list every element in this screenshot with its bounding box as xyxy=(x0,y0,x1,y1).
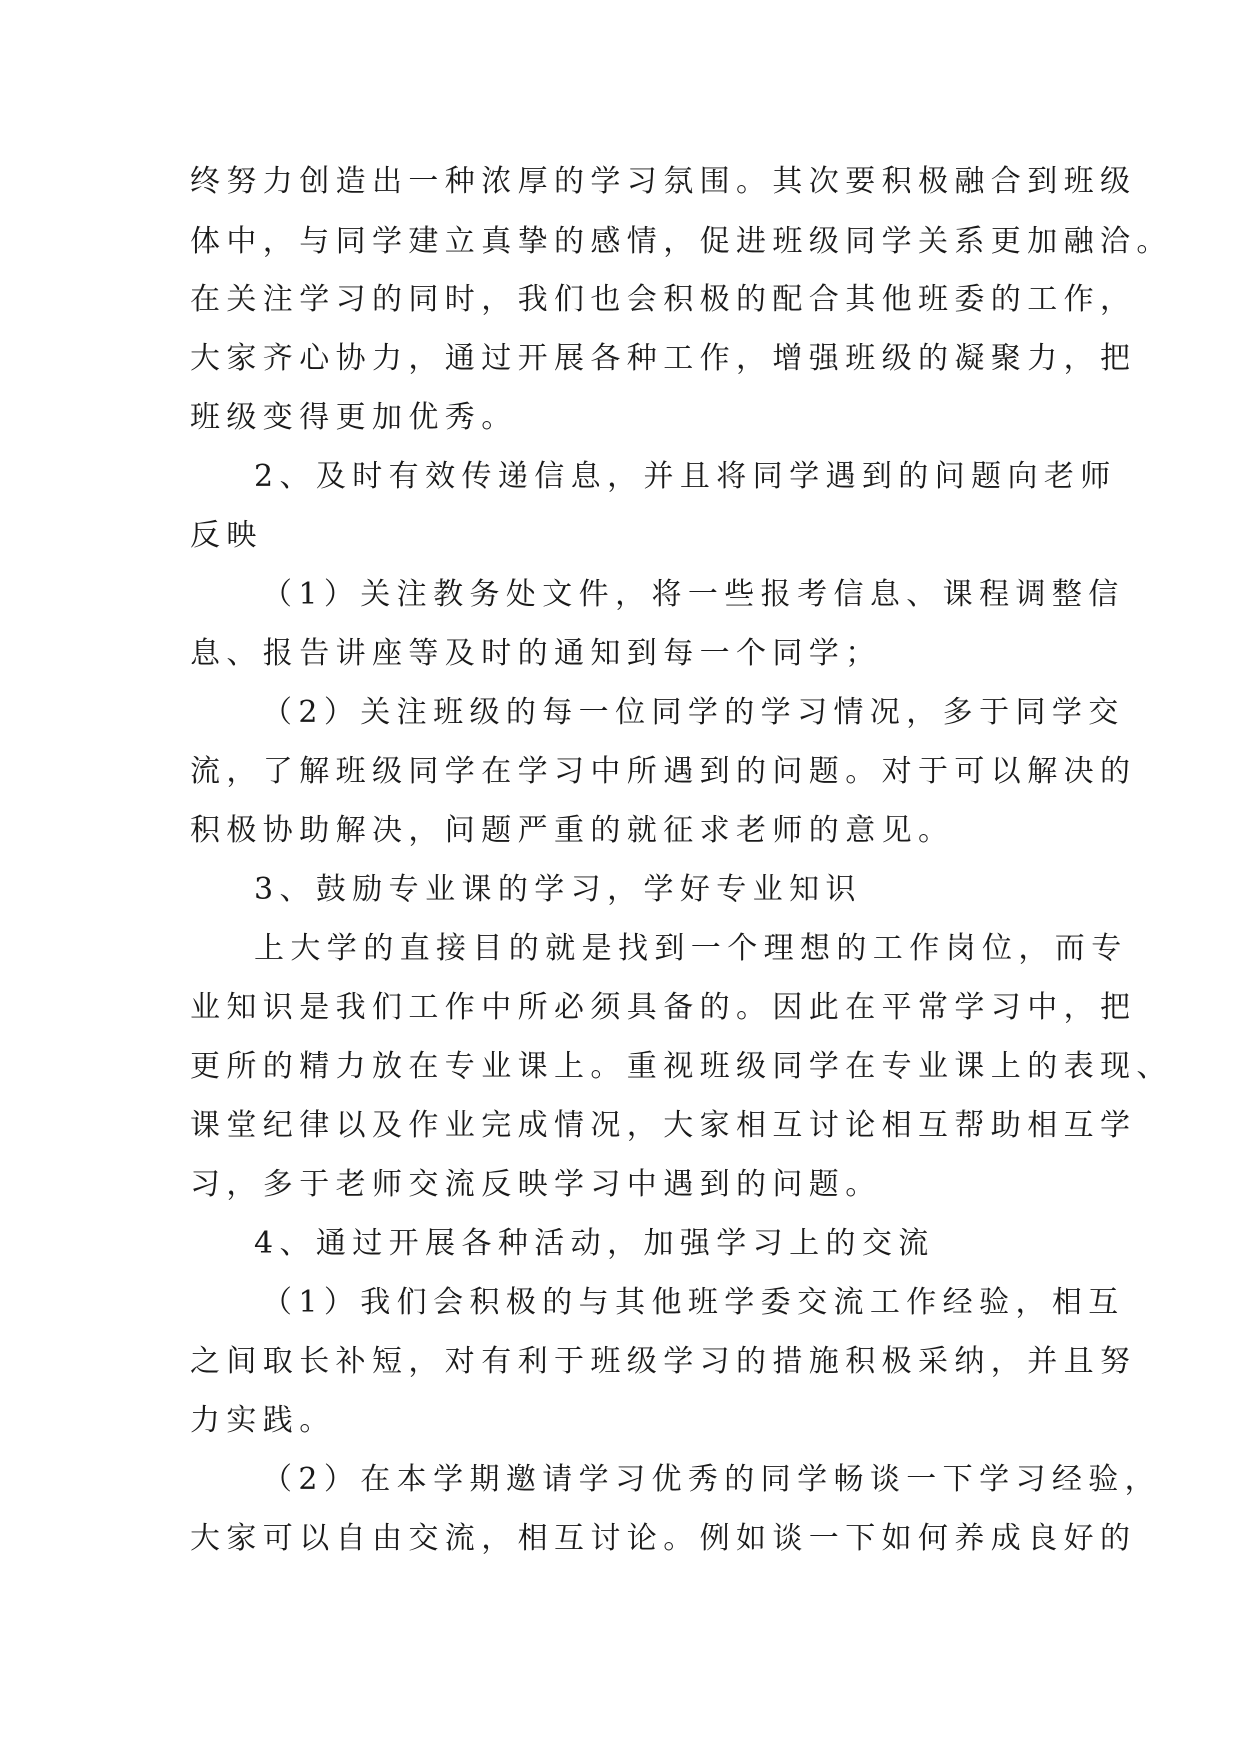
section-heading-4: 4、通过开展各种活动，加强学习上的交流 xyxy=(254,1226,935,1261)
list-item-line: （2）关注班级的每一位同学的学习情况，多于同学交 xyxy=(262,695,1125,730)
body-text-line: 反映 xyxy=(190,518,263,553)
list-item-line: （2）在本学期邀请学习优秀的同学畅谈一下学习经验， xyxy=(262,1462,1162,1497)
section-heading-2: 2、及时有效传递信息，并且将同学遇到的问题向老师 xyxy=(254,459,1117,494)
body-text-line: 体中，与同学建立真挚的感情，促进班级同学关系更加融洽。 xyxy=(190,224,1173,259)
section-heading-3: 3、鼓励专业课的学习，学好专业知识 xyxy=(254,872,862,907)
body-text-line: 课堂纪律以及作业完成情况，大家相互讨论相互帮助相互学 xyxy=(190,1108,1137,1143)
body-text-line: 积极协助解决，问题严重的就征求老师的意见。 xyxy=(190,813,955,848)
body-text-line: 大家齐心协力，通过开展各种工作，增强班级的凝聚力，把 xyxy=(190,341,1137,376)
body-text-line: 之间取长补短，对有利于班级学习的措施积极采纳，并且努 xyxy=(190,1344,1137,1379)
body-text-line: 更所的精力放在专业课上。重视班级同学在专业课上的表现、 xyxy=(190,1049,1173,1084)
body-text-line: 终努力创造出一种浓厚的学习氛围。其次要积极融合到班级 xyxy=(190,164,1137,199)
body-text-line: 业知识是我们工作中所必须具备的。因此在平常学习中，把 xyxy=(190,990,1137,1025)
body-text-line: 力实践。 xyxy=(190,1403,336,1438)
list-item-line: （1）关注教务处文件，将一些报考信息、课程调整信 xyxy=(262,577,1125,612)
body-text-line: 流，了解班级同学在学习中所遇到的问题。对于可以解决的 xyxy=(190,754,1137,789)
list-item-line: （1）我们会积极的与其他班学委交流工作经验，相互 xyxy=(262,1285,1125,1320)
body-text-line: 大家可以自由交流，相互讨论。例如谈一下如何养成良好的 xyxy=(190,1521,1137,1556)
body-text-line: 在关注学习的同时，我们也会积极的配合其他班委的工作， xyxy=(190,282,1137,317)
body-text-line: 息、报告讲座等及时的通知到每一个同学； xyxy=(190,636,882,671)
body-text-line: 上大学的直接目的就是找到一个理想的工作岗位，而专 xyxy=(254,931,1128,966)
body-text-line: 班级变得更加优秀。 xyxy=(190,400,518,435)
body-text-line: 习，多于老师交流反映学习中遇到的问题。 xyxy=(190,1167,882,1202)
